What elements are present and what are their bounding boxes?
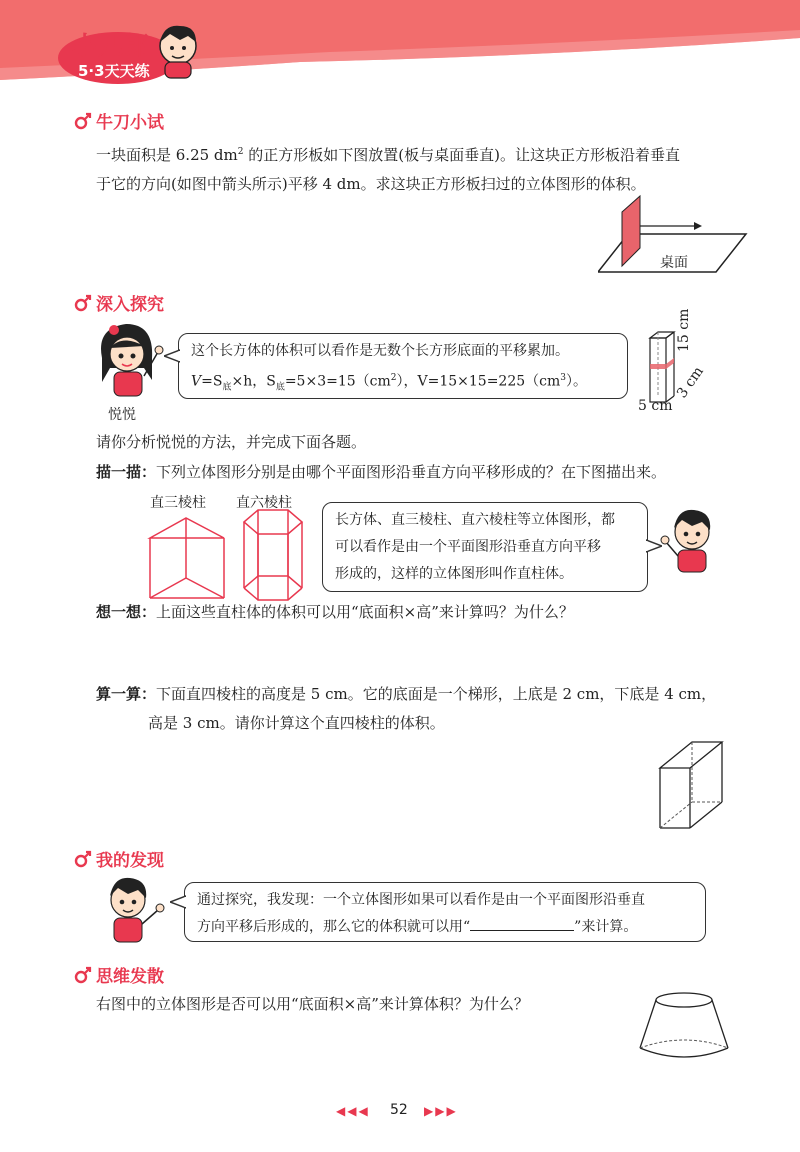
explore-intro: 请你分析悦悦的方法，并完成下面各题。: [96, 433, 367, 451]
desk-label: 桌面: [660, 255, 688, 271]
page-number: 52: [390, 1102, 408, 1118]
section-title-divergent: [74, 962, 164, 987]
mascot-boy-logo: [160, 26, 196, 78]
discovery-answer-blank[interactable]: [470, 916, 574, 931]
girl-speech-bubble: [178, 333, 628, 399]
hexagonal-prism-figure: [240, 506, 306, 604]
section-bullet-icon: [74, 112, 92, 130]
discovery-bubble-tail: [170, 894, 186, 910]
cuboid-width-label: 5 cm: [638, 398, 673, 414]
boy-mascot: [660, 502, 724, 586]
section-title-text: 思维发散: [96, 967, 164, 987]
boy-speech-bubble: [322, 502, 648, 592]
girl-name-label: 悦悦: [108, 407, 136, 423]
girl-mascot: [92, 318, 168, 406]
draw-label: 描一描：: [96, 463, 157, 481]
section-title-text: 牛刀小试: [96, 113, 164, 133]
think-task: 想一想：上面这些直柱体的体积可以用“底面积×高”来计算吗？为什么？: [96, 603, 574, 621]
bubble-line-1: 这个长方体的体积可以看作是无数个长方形底面的平移累加。: [191, 343, 569, 359]
discovery-line-1: 通过探究，我发现：一个立体图形如果可以看作是由一个平面图形沿垂直: [197, 892, 645, 908]
calc-line-2: 高是 3 cm。请你计算这个直四棱柱的体积。: [148, 714, 445, 732]
prism3-label: 直三棱柱: [150, 495, 206, 511]
trial-line-2: 于它的方向(如图中箭头所示)平移 4 dm。求这块正方形板扫过的立体图形的体积。: [96, 175, 646, 193]
boy-mascot-discovery: [96, 872, 170, 952]
discovery-line-2: 方向平移后形成的，那么它的体积就可以用“ ”来计算。: [197, 914, 693, 941]
calc-line-1: 算一算：下面直四棱柱的高度是 5 cm。它的底面是一个梯形，上底是 2 cm，下底是 4 cm，: [96, 685, 717, 703]
logo-subtitle: 5·3天天练: [78, 62, 150, 80]
footer-left-arrows-icon: ◀◀◀: [336, 1104, 370, 1118]
divergent-question: 右图中的立体图形是否可以用“底面积×高”来计算体积？为什么？: [96, 995, 529, 1013]
calc-label: 算一算：: [96, 685, 157, 703]
triangular-prism-figure: [146, 512, 228, 602]
section-title-text: 深入探究: [96, 295, 164, 315]
boy-bubble-line-1: 长方体、直三棱柱、直六棱柱等立体图形，都: [335, 512, 615, 528]
trial-paragraph: [96, 138, 756, 199]
discovery-speech-bubble: [184, 882, 706, 942]
trial-line-1: 一块面积是 6.25 $dm^2$ 的正方形板如下图放置(板与桌面垂直)。让这块正方形板沿着垂直: [96, 146, 680, 164]
section-title-text: 我的发现: [96, 851, 164, 871]
bubble-formula: $V=S_底\times h$，$S_底=5\times 3=15(cm^2)$，$V=15\times 15=225(cm^3)$。: [191, 373, 588, 393]
trapezoid-prism-figure: [656, 738, 726, 832]
section-bullet-icon: [74, 850, 92, 868]
logo-title: 小儿郎: [72, 31, 151, 60]
frustum-figure: [636, 990, 732, 1062]
section-bullet-icon: [74, 294, 92, 312]
section-title-discovery: [74, 846, 164, 871]
prism6-label: 直六棱柱: [236, 495, 292, 511]
cuboid-depth-label: 3 cm: [674, 363, 707, 402]
section-title-explore: [74, 290, 164, 315]
bubble-tail: [164, 348, 180, 364]
cuboid-height-label: 15 cm: [676, 308, 692, 352]
section-bullet-icon: [74, 966, 92, 984]
section-title-trial: [74, 108, 164, 133]
calc-task: [96, 680, 756, 738]
footer-right-arrows-icon: ▶▶▶: [424, 1104, 458, 1118]
boy-bubble-line-3: 形成的，这样的立体图形叫作直柱体。: [335, 566, 573, 582]
draw-task: 描一描：下列立体图形分别是由哪个平面图形沿垂直方向平移形成的？在下图描出来。: [96, 463, 667, 481]
think-label: 想一想：: [96, 603, 157, 621]
boy-bubble-line-2: 可以看作是由一个平面图形沿垂直方向平移: [335, 539, 601, 555]
